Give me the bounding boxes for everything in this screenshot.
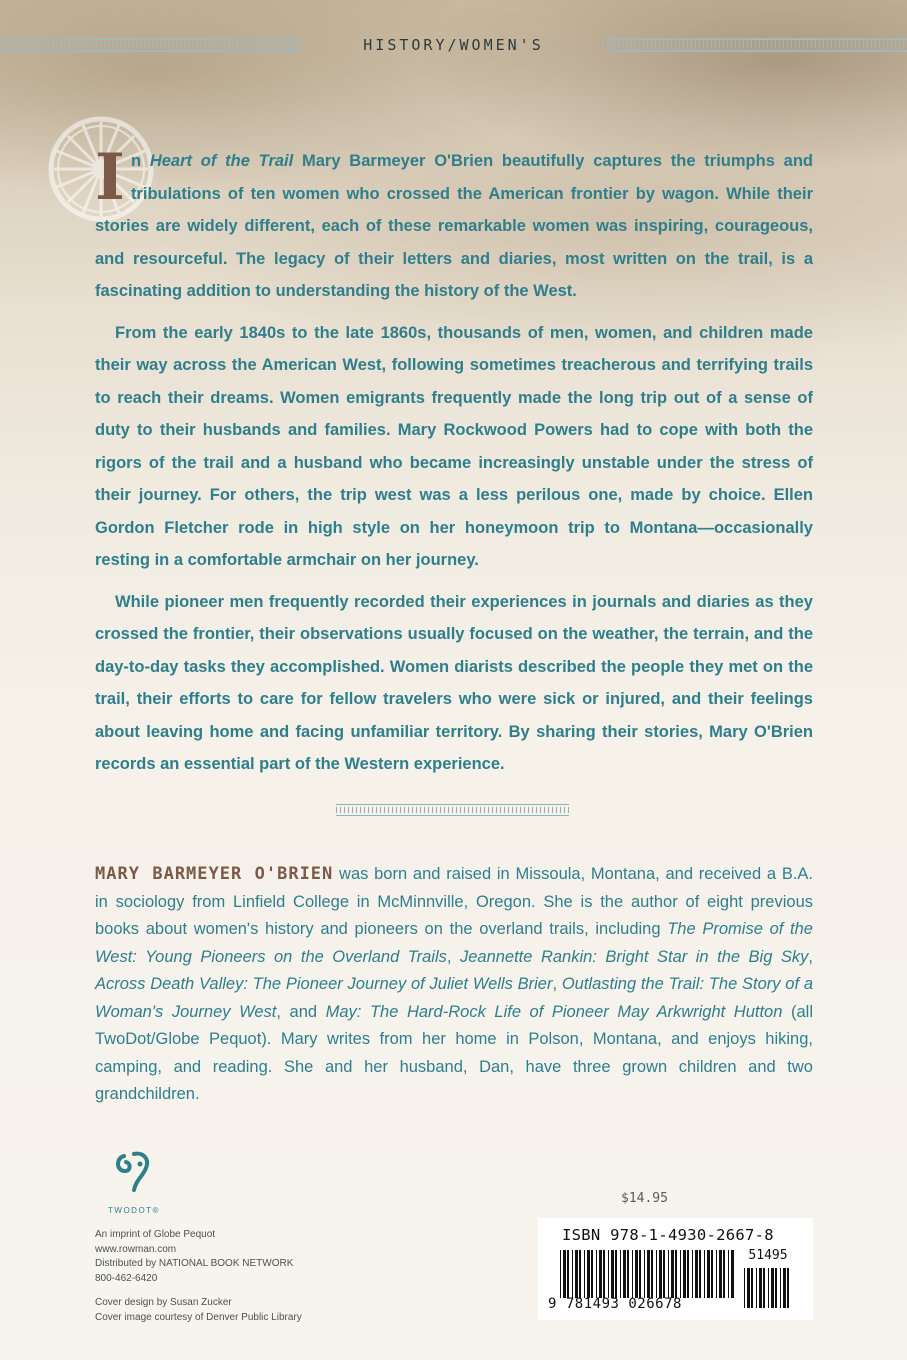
- isbn-text: ISBN 978-1-4930-2667-8: [562, 1226, 774, 1244]
- barcode-block: [538, 1218, 813, 1320]
- publisher-line: An imprint of Globe Pequot: [95, 1229, 216, 1240]
- top-right-ornament-rule: [607, 38, 907, 52]
- book-title: Outlasting the Trail: The Story of a Woman's Journey West: [95, 975, 814, 1021]
- book-title: Heart of the Trail: [149, 152, 294, 170]
- intro-paragraph-2: From the early 1840s to the late 1860s, thousands of men, women, and children made their way across the American West, following sometimes treacherous and terrifying trails to reach their dreams. Women emigrants frequently made the long trip out of a sense of duty to their husbands and families. Mary Rockwood Powers had to cope with both the rigors of the trail and a husband who became increasingly unstable under the stress of their journey. For others, the trip west was a less perilous one, made by choice. Ellen Gordon Fletcher rode in high style on her honeymoon trip to Montana—occasionally resting in a comfortable armchair on her journey.: [95, 323, 813, 569]
- publisher-phone: 800-462-6420: [95, 1272, 158, 1284]
- cover-credits: [95, 1296, 302, 1325]
- genre-label: HISTORY/WOMEN'S: [363, 36, 544, 54]
- intro-paragraph-3: While pioneer men frequently recorded their experiences in journals and diaries as they crossed the frontier, their observations usually focused on the weather, the terrain, and the day-to-day tasks they accomplished. Women diarists described the people they met on the trail, their efforts to care for fellow travelers who were sick or injured, and their feelings about leaving home and facing unfamiliar territory. By sharing their stories, Mary O'Brien records an essential part of the Western experience.: [95, 592, 813, 773]
- book-title: Jeannette Rankin: Bright Star in the Big Sky: [459, 947, 809, 966]
- publisher-info: [95, 1228, 293, 1286]
- author-name: MARY BARMEYER O'BRIEN: [95, 864, 334, 884]
- addon-barcode: [744, 1268, 792, 1308]
- distributor-line: Distributed by NATIONAL BOOK NETWORK: [95, 1258, 294, 1269]
- cover-design-credit: Cover design by Susan Zucker: [95, 1297, 232, 1308]
- publisher-url: www.rowman.com: [95, 1243, 177, 1255]
- book-title: The Promise of the West: Young Pioneers on the Overland Trails: [95, 920, 813, 966]
- book-title: Across Death Valley: The Pioneer Journey of Juliet Wells Brier: [95, 975, 553, 993]
- cover-image-credit: Cover image courtesy of Denver Public Library: [95, 1311, 302, 1323]
- price-addon-number: 51495: [748, 1248, 788, 1263]
- ean-barcode: [560, 1250, 734, 1298]
- drop-cap: I: [95, 140, 125, 215]
- publisher-logo-text: TWODOT®: [108, 1206, 160, 1215]
- description-block: [95, 140, 814, 790]
- twodot-logo-icon: [110, 1150, 158, 1192]
- intro-paragraph-1: In Heart of the Trail Mary Barmeyer O'Brien beautifully captures the triumphs and tribulations of ten women who crossed the American frontier by wagon. While their stories are widely different, each of these remarkable women was inspiring, courageous, and resourceful. The legacy of their letters and diaries, most written on the trail, is a fascinating addition to understanding the history of the West.: [95, 140, 814, 300]
- ean-number: 9 781493 026678: [548, 1296, 682, 1312]
- top-left-ornament-rule: [0, 38, 300, 52]
- author-bio: MARY BARMEYER O'BRIEN was born and raised in Missoula, Montana, and received a B.A. in sociology from Linfield College in McMinnville, Oregon. She is the author of eight previous books about women's history and pioneers on the overland trails, including The Promise of the West: Young Pioneers on the Overland Trails, Jeannette Rankin: Bright Star in the Big Sky, Across Death Valley: The Pioneer Journey of Juliet Wells Brier, Outlasting the Trail: The Story of a Woman's Journey West, and May: The Hard-Rock Life of Pioneer May Arkwright Hutton (all TwoDot/Globe Pequot). Mary writes from her home in Polson, Montana, and enjoys hiking, camping, and reading. She and her husband, Dan, have three grown children and two grandchildren.: [95, 864, 814, 1103]
- price-label: $14.95: [621, 1191, 668, 1206]
- book-title: May: The Hard-Rock Life of Pioneer May Arkwright Hutton: [325, 1002, 783, 1021]
- section-divider: [336, 804, 569, 816]
